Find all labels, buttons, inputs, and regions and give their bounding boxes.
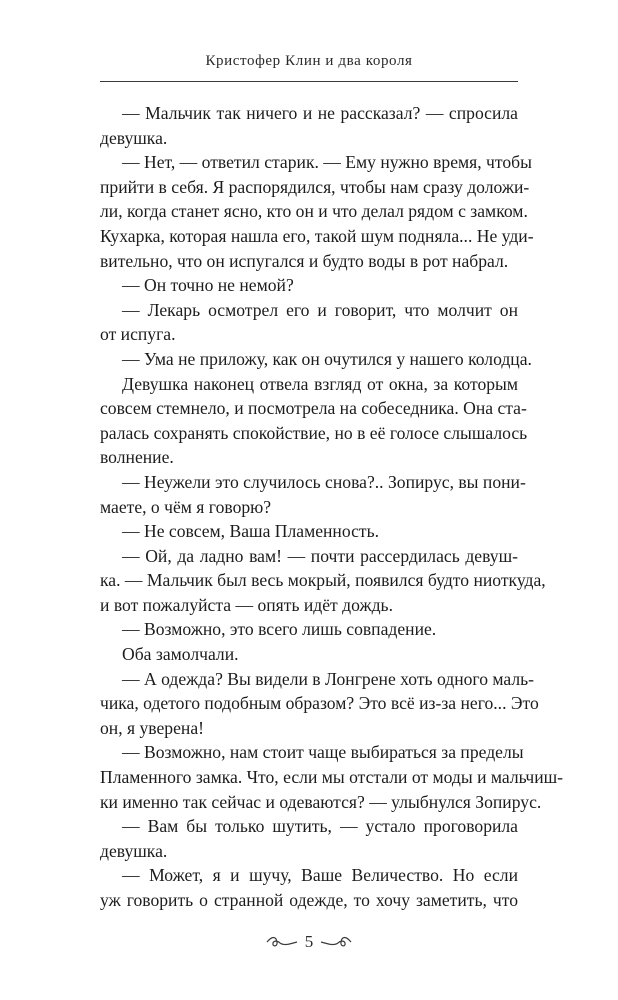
paragraph [100,544,546,618]
text-line: — Он точно не немой? [122,275,294,296]
text-line: уж говорить о странной одежде, то хочу заметить, что [100,890,518,910]
text-line: он, я уверена! [100,717,204,738]
text-line: Оба замолчали. [122,644,239,665]
paragraph [100,519,518,544]
page-footer [100,932,518,952]
paragraph [100,470,526,519]
text-line: вительно, что он испугался и будто воды в рот набрал. [100,250,509,271]
text-line: волнение. [100,447,174,468]
paragraph [100,667,539,741]
body-text [100,101,564,913]
text-line: девушка. [100,127,168,148]
text-line: — Может, я и шучу, Ваше Величество. Но если [122,865,518,886]
paragraph [100,372,528,470]
text-line: — Нет, — ответил старик. — Ему нужно время, чтобы [122,152,532,173]
text-line: — Не совсем, Ваша Пламенность. [122,521,379,542]
paragraph [100,642,518,667]
paragraph [100,101,518,150]
paragraph [100,150,534,273]
text-line: Пламенного замка. Что, если мы отстали от моды и мальчиш- [100,767,564,788]
right-ornament-icon [320,935,352,949]
text-line: — Ума не приложу, как он очутился у нашего колодца. [122,348,532,369]
text-line: — Ой, да ладно вам! — почти рассердилась девуш- [122,545,518,566]
text-line: — Возможно, это всего лишь совпадение. [122,619,437,640]
paragraph [100,863,518,912]
text-line: девушка. [100,840,168,861]
paragraph [100,814,518,863]
paragraph [100,617,518,642]
text-line: ли, когда станет ясно, кто он и что делал рядом с замком. [100,201,528,222]
paragraph [100,347,532,372]
text-line: — Вам бы только шутить, — устало проговорила [122,816,518,837]
paragraph [100,740,564,814]
paragraph [100,273,518,298]
text-line: и вот пожалуйста — опять идёт дождь. [100,594,393,615]
text-line: от испуга. [100,324,176,345]
text-line: — А одежда? Вы видели в Лонгрене хоть одного маль- [122,668,535,689]
text-line: маете, о чём я говорю? [100,496,272,517]
text-line: ка. — Мальчик был весь мокрый, появился будто ниоткуда, [100,570,546,591]
running-title: Кристофер Клин и два короля [205,53,413,69]
text-line: ралась сохранять спокойствие, но в её голосе слышалось [100,422,528,443]
text-line: — Возможно, нам стоит чаще выбираться за пределы [122,742,524,763]
paragraph [100,298,518,347]
text-line: — Неужели это случилось снова?.. Зопирус, вы пони- [122,471,526,492]
text-line: прийти в себя. Я распорядился, чтобы нам сразу доложи- [100,176,530,197]
text-line: — Мальчик так ничего и не рассказал? — спросила [122,103,518,123]
page-number: 5 [304,932,314,951]
text-line: совсем стемнело, и посмотрела на собеседника. Она ста- [100,398,527,419]
header-rule [100,81,518,82]
text-line: — Лекарь осмотрел его и говорит, что молчит он [122,299,518,320]
left-ornament-icon [266,935,298,949]
text-line: чика, одетого подобным образом? Это всё из-за него... Это [100,693,539,714]
text-line: Кухарка, которая нашла его, такой шум подняла... Не уди- [100,225,534,246]
text-line: Девушка наконец отвела взгляд от окна, за которым [122,373,518,394]
text-line: ки именно так сейчас и одеваются? — улыбнулся Зопирус. [100,791,542,812]
